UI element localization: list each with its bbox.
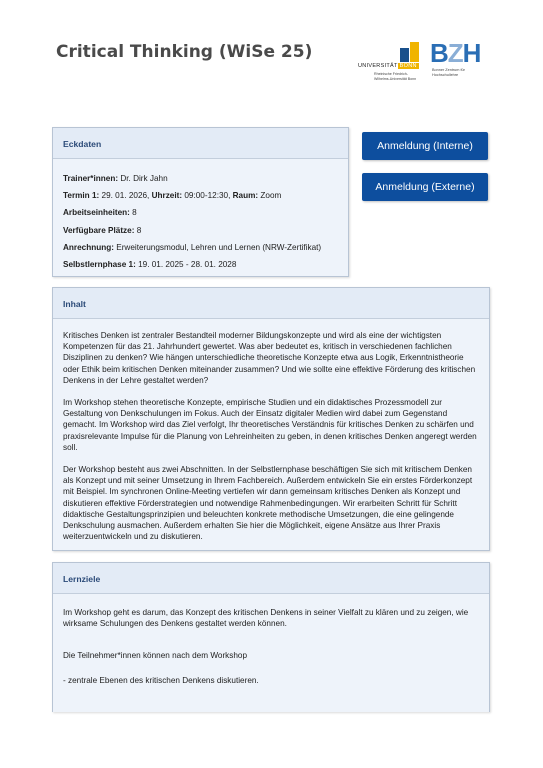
lernziele-spacer xyxy=(63,642,479,643)
eckdaten-panel xyxy=(52,127,349,277)
university-bonn-logo xyxy=(352,40,422,96)
lernziele-paragraph: Die Teilnehmer*innen können nach dem Workshop xyxy=(63,651,248,661)
inhalt-paragraph: Der Workshop besteht aus zwei Abschnitten. In der Selbstlernphase beschäftigen Sie sich mit kritischem Denken als Konzept und mit seiner Umsetzung in Ihrem Fachbereich. Außerdem entwickeln Sie ein erstes Förderkonzept mit Beispiel. Im synchronen Online-Meeting vertiefen wir dann gemeinsam kritisches Denken als Konzept und diskutieren effektive Förderstrategien und notwendige Rahmenbedingungen. Wir erarbeiten Schritt für Schritt didaktische Gestaltungsprinzipien und beleuchten konkrete methodische Umsetzungen, die eine gelingende Denkschulung ausmachen. Außerdem erhalten Sie hier die Möglichkeit, eigene Ansätze aus Ihrer Praxis weiterzuentwickeln und zu diskutieren. xyxy=(63,465,473,542)
bzh-logo-mark: BZH xyxy=(430,38,481,68)
trainer-row: Trainer*innen: Dr. Dirk Jahn xyxy=(63,174,168,183)
anmeldung-interne-button[interactable]: Anmeldung (Interne) xyxy=(362,132,488,160)
bzh-logo xyxy=(430,40,492,96)
lernziele-heading: Lernziele xyxy=(53,563,489,594)
inhalt-heading: Inhalt xyxy=(53,288,489,319)
eckdaten-heading: Eckdaten xyxy=(53,128,348,159)
termin-row: Termin 1: 29. 01. 2026, Uhrzeit: 09:00-12:30, Raum: Zoom xyxy=(63,191,282,201)
inhalt-paragraph: Kritisches Denken ist zentraler Bestandteil moderner Bildungskonzepte und wird als eine der wichtigsten Kompetenzen für das 21. Jahrhundert gewertet. Was aber bedeutet es, kritisch in verschiedenen fachlichen Disziplinen zu denken? Wie hängen unterschiedliche theoretische Konzepte etwa aus Logik, Erkenntnistheorie oder Ethik beim kritischen Denken miteinander zusammen? Und wie sollte eine effektive Förderung des kritischen Denkens in der Lehre gestaltet werden? xyxy=(63,331,476,385)
anrechnung-row: Anrechnung: Erweiterungsmodul, Lehren und Lernen (NRW-Zertifikat) xyxy=(63,242,322,252)
uni-bonn-text: BONN xyxy=(399,63,417,69)
page-title: Critical Thinking (WiSe 25) xyxy=(56,42,313,62)
arbeitseinheiten-row: Arbeitseinheiten: 8 xyxy=(63,208,137,218)
bzh-subtitle: Bonner Zentrum für Hochschullehre xyxy=(432,68,465,77)
plaetze-row: Verfügbare Plätze: 8 xyxy=(63,225,142,235)
selbstlernphase-row: Selbstlernphase 1: 19. 01. 2025 - 28. 01. 2028 xyxy=(63,260,237,270)
inhalt-panel xyxy=(52,287,490,551)
anmeldung-externe-button[interactable]: Anmeldung (Externe) xyxy=(362,173,488,201)
uni-word-text: UNIVERSITÄT xyxy=(358,63,398,69)
inhalt-paragraph: Im Workshop stehen theoretische Konzepte, empirische Studien und ein didaktisches Prozessmodell zur Gestaltung von Denkschulungen im Fokus. Auch der Einsatz digitaler Medien wird dabei zum Gegenstand gemacht. Im Workshop wird das Ziel verfolgt, Ihr theoretisches Verständnis für kritisches Denken zu schärfen und praxisrelevante Impulse für die Planung von Lehreinheiten zu geben, in denen kritisches Denken angeregt werden soll. xyxy=(63,398,477,452)
lernziele-panel xyxy=(52,562,490,712)
logo-area xyxy=(352,40,492,96)
lernziele-list-item: - zentrale Ebenen des kritischen Denkens diskutieren. xyxy=(63,675,259,685)
lernziele-paragraph: Im Workshop geht es darum, das Konzept des kritischen Denkens in seiner Vielfalt zu klären und zu zeigen, wie wirksame Schulungen des Denkens gestaltet werden können. xyxy=(63,608,469,629)
university-logo-mark xyxy=(400,42,420,62)
uni-subtitle: Rheinische Friedrich-Wilhelms-Universität Bonn xyxy=(374,72,417,81)
